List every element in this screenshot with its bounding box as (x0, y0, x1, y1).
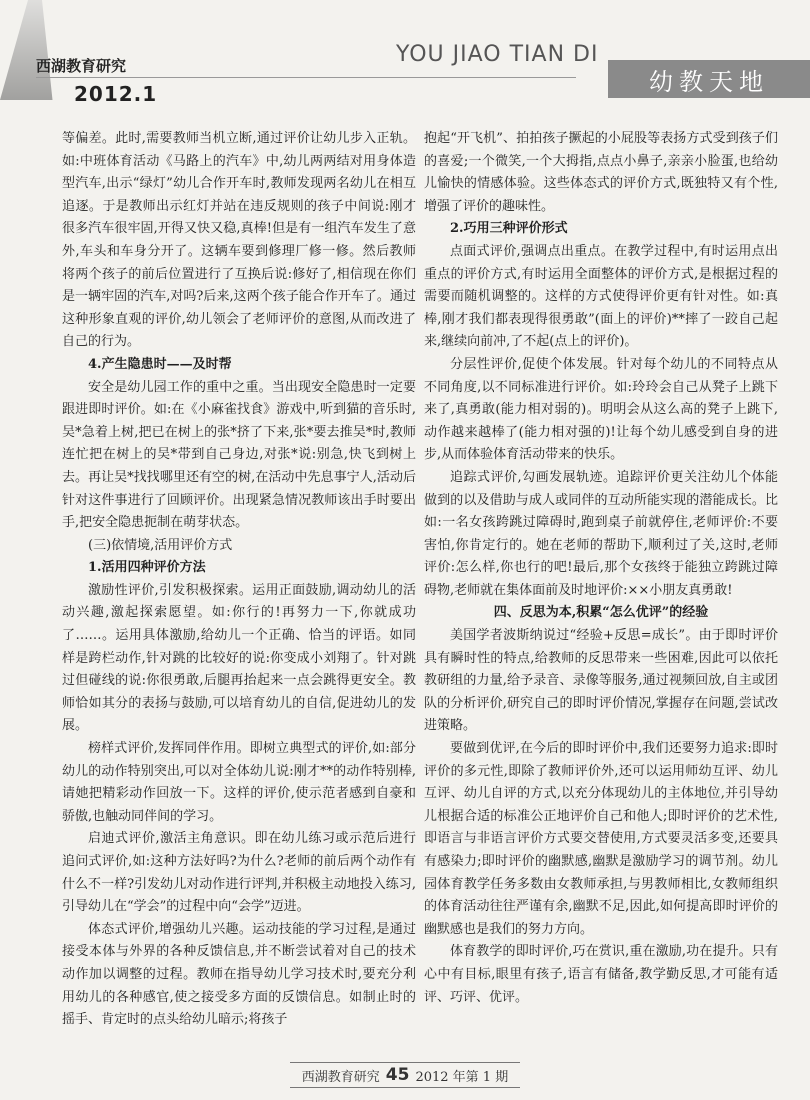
paragraph: 等偏差。此时,需要教师当机立断,通过评价让幼儿步入正轨。如:中班体育活动《马路上的汽车》中,幼儿两两结对用身体造型汽车,出示“绿灯”幼儿合作开车时,教师发现两名幼儿在相互追逐。于是教师出示红灯并站在违反规则的孩子中间说:刚才很多汽车很牢固,开得又快又稳,真棒!但是有一组汽车发生了意外,车头和车身分开了。这辆车要到修理厂修一修。然后教师将两个孩子的前后位置进行了互换后说:修好了,相信现在你们是一辆牢固的汽车,对吗?后来,这两个孩子能合作开车了。通过这种形象直观的评价,幼儿领会了老师评价的意图,从而改进了自己的行为。 (62, 131, 416, 350)
header-rule (36, 77, 576, 78)
right-column (424, 128, 778, 1009)
section-title: 幼教天地 (649, 67, 769, 96)
subheading: 1.活用四种评价方法 (88, 560, 206, 576)
section-title-english: YOU JIAO TIAN DI (396, 42, 599, 67)
journal-name: 西湖教育研究 (36, 57, 127, 75)
paragraph: 体态式评价,增强幼儿兴趣。运动技能的学习过程,是通过接受本体与外界的各种反馈信息,并不断尝试着对自己的技术动作加以调整的过程。教师在指导幼儿学习技术时,要充分利用幼儿的各种感官,使之接受多方面的反馈信息。如制止时的摇手、肯定时的点头给幼儿暗示;将孩子 (62, 921, 416, 1028)
section-heading: 四、反思为本,积累“怎么优评”的经验 (493, 605, 709, 621)
paragraph: 安全是幼儿园工作的重中之重。当出现安全隐患时一定要跟进即时评价。如:在《小麻雀找食》游戏中,听到猫的音乐时,吴*急着上树,把已在树上的张*挤了下来,张*要去推吴*时,教师连忙把在树上的吴*带到自己身边,对张*说:别急,快飞到树上去。再让吴*找找哪里还有空的树,在活动中先息事宁人,活动后针对这件事进行了回顾评价。出现紧急情况教师该出手时要出手,把安全隐患扼制在萌芽状态。 (62, 379, 416, 531)
paragraph: 美国学者波斯纳说过“经验+反思=成长”。由于即时评价具有瞬时性的特点,给教师的反思带来一些困难,因此可以依托教研组的力量,给予录音、录像等服务,通过视频回放,自主或团队的分析评价,研究自己的即时评价情况,掌握存在问题,尝试改进策略。 (424, 628, 778, 734)
footer-journal: 西湖教育研究 (301, 1069, 380, 1085)
paragraph: 要做到优评,在今后的即时评价中,我们还要努力追求:即时评价的多元性,即除了教师评价外,还可以运用师幼互评、幼儿互评、幼儿自评的方式,以充分体现幼儿的主体地位,并引导幼儿根据合适的标准公正地评价自己和他人;即时评价的艺术性,即语言与非语言评价方式要交替使用,方式要灵活多变,还要具有感染力;即时评价的幽默感,幽默是激励学习的调节剂。幼儿园体育教学任务多数由女教师承担,与男教师相比,女教师组织的体育活动往往严谨有余,幽默不足,因此,如何提高即时评价的幽默感也是我们的努力方向。 (424, 741, 778, 937)
page-number: 45 (385, 1065, 410, 1085)
tower-illustration (0, 0, 70, 100)
subheading: 4.产生隐患时——及时帮 (88, 356, 232, 372)
paragraph: 启迪式评价,激活主角意识。即在幼儿练习或示范后进行追问式评价,如:这种方法好吗?为什么?老师的前后两个动作有什么不一样?引发幼儿对动作进行评判,并积极主动地投入练习,引导幼儿在“学会”的过程中向“会学”迈进。 (62, 831, 416, 915)
page-footer (290, 1062, 520, 1088)
paragraph: 追踪式评价,勾画发展轨迹。追踪评价更关注幼儿个体能做到的以及借助与成人或同伴的互动所能实现的潜能成长。比如:一名女孩跨跳过障碍时,跑到桌子前就停住,老师评价:不要害怕,你肯定行的。她在老师的帮助下,顺利过了关,这时,老师评价:怎么样,你也行的吧!最后,那个女孩终于能独立跨跳过障碍物,老师就在集体面前及时地评价:××小朋友真勇敢! (424, 469, 778, 598)
issue-date: 2012.1 (74, 82, 158, 106)
paragraph: 激励性评价,引发积极探索。运用正面鼓励,调动幼儿的活动兴趣,激起探索愿望。如:你行的!再努力一下,你就成功了……。运用具体激励,给幼儿一个正确、恰当的评语。如同样是跨栏动作,针对跳的比较好的说:你变成小刘翔了。针对跳过但碰线的说:你很勇敢,后腿再抬起来一点会跳得更安全。教师恰如其分的表扬与鼓励,可以培育幼儿的自信,促进幼儿的发展。 (62, 582, 416, 734)
paragraph: 抱起“开飞机”、拍拍孩子撅起的小屁股等表扬方式受到孩子们的喜爱;一个微笑,一个大拇指,点点小鼻子,亲亲小脸蛋,也给幼儿愉快的情感体验。这些体态式的评价方式,既独特又有个性,增强了评价的趣味性。 (424, 131, 778, 214)
paragraph: 分层性评价,促使个体发展。针对每个幼儿的不同特点从不同角度,以不同标准进行评价。如:玲玲会自己从凳子上跳下来了,真勇敢(能力相对弱的)。明明会从这么高的凳子上跳下,动作越来越棒了(能力相对强的)!让每个幼儿感受到自身的进步,从而体验体育活动带来的快乐。 (424, 356, 778, 463)
paragraph: 点面式评价,强调点出重点。在教学过程中,有时运用点出重点的评价方式,有时运用全面整体的评价方式,是根据过程的需要而随机调整的。这样的方式使得评价更有针对性。如:真棒,刚才我们都表现得很勇敢”(面上的评价)**摔了一跤自己起来,继续向前冲,了不起(点上的评价)。 (424, 243, 778, 350)
paragraph: 榜样式评价,发挥同伴作用。即树立典型式的评价,如:部分幼儿的动作特别突出,可以对全体幼儿说:刚才**的动作特别棒,请她把精彩动作回放一下。这样的评价,使示范者感到自豪和骄傲,也触动同伴间的学习。 (62, 741, 416, 824)
subheading: (三)依情境,活用评价方式 (88, 537, 233, 553)
paragraph: 体育教学的即时评价,巧在赏识,重在激励,功在提升。只有心中有目标,眼里有孩子,语言有储备,教学勤反思,才可能有适评、巧评、优评。 (424, 944, 778, 1005)
left-column (62, 128, 416, 1032)
subheading: 2.巧用三种评价形式 (450, 221, 568, 237)
footer-issue: 2012 年第 1 期 (415, 1069, 509, 1085)
section-title-box (608, 60, 810, 98)
